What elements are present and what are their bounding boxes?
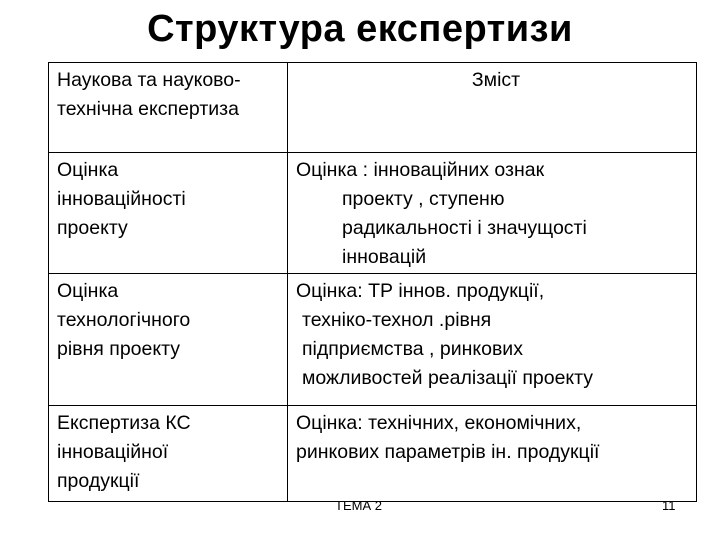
structure-table	[48, 62, 697, 502]
header-left-line-2: технічна експертиза	[57, 98, 239, 120]
row-2-left-cell	[49, 274, 288, 406]
row-1-right-cell	[288, 153, 697, 274]
row-3-left-line-1: Експертиза КС	[57, 412, 191, 434]
row-1-right-line-4: інновацій	[342, 246, 427, 268]
header-right-label: Зміст	[471, 69, 521, 91]
table-row	[49, 406, 697, 502]
row-1-left-line-1: Оцінка	[57, 159, 119, 181]
row-3-right-line-2: ринкових параметрів ін. продукції	[296, 441, 600, 463]
row-3-left-cell	[49, 406, 288, 502]
row-3-left-line-2: інноваційної	[57, 441, 169, 463]
table-row	[49, 274, 697, 406]
row-1-left-cell	[49, 153, 288, 274]
row-2-right-line-3: підприємства , ринкових	[302, 338, 523, 360]
row-2-right-line-1: Оцінка: ТР іннов. продукції,	[296, 280, 545, 302]
header-cell-expertise-type	[49, 63, 288, 153]
row-3-right-line-1: Оцінка: технічних, економічних,	[296, 412, 582, 434]
row-2-left-line-2: технологічного	[57, 309, 191, 331]
footer-page-number: 11	[662, 498, 676, 513]
table-header-row	[49, 63, 697, 153]
row-1-right-line-2: проекту , ступеню	[342, 188, 505, 210]
row-2-right-cell	[288, 274, 697, 406]
slide-title: Структура експертизи	[147, 8, 573, 50]
row-2-left-line-3: рівня проекту	[57, 338, 181, 360]
header-cell-content	[288, 63, 697, 153]
footer-topic: ТЕМА 2	[335, 498, 382, 513]
row-2-right-line-4: можливостей реалізації проекту	[302, 367, 594, 389]
row-1-right-line-3: радикальності і значущості	[342, 217, 587, 239]
row-2-left-line-1: Оцінка	[57, 280, 119, 302]
row-1-right-line-1: Оцінка : інноваційних ознак	[296, 159, 545, 181]
table-row	[49, 153, 697, 274]
row-3-right-cell	[288, 406, 697, 502]
row-1-left-line-2: інноваційності	[57, 188, 186, 210]
row-1-left-line-3: проекту	[57, 217, 128, 239]
row-2-right-line-2: техніко-технол .рівня	[302, 309, 492, 331]
row-3-left-line-3: продукції	[57, 470, 140, 492]
header-left-line-1: Наукова та науково-	[57, 69, 241, 91]
